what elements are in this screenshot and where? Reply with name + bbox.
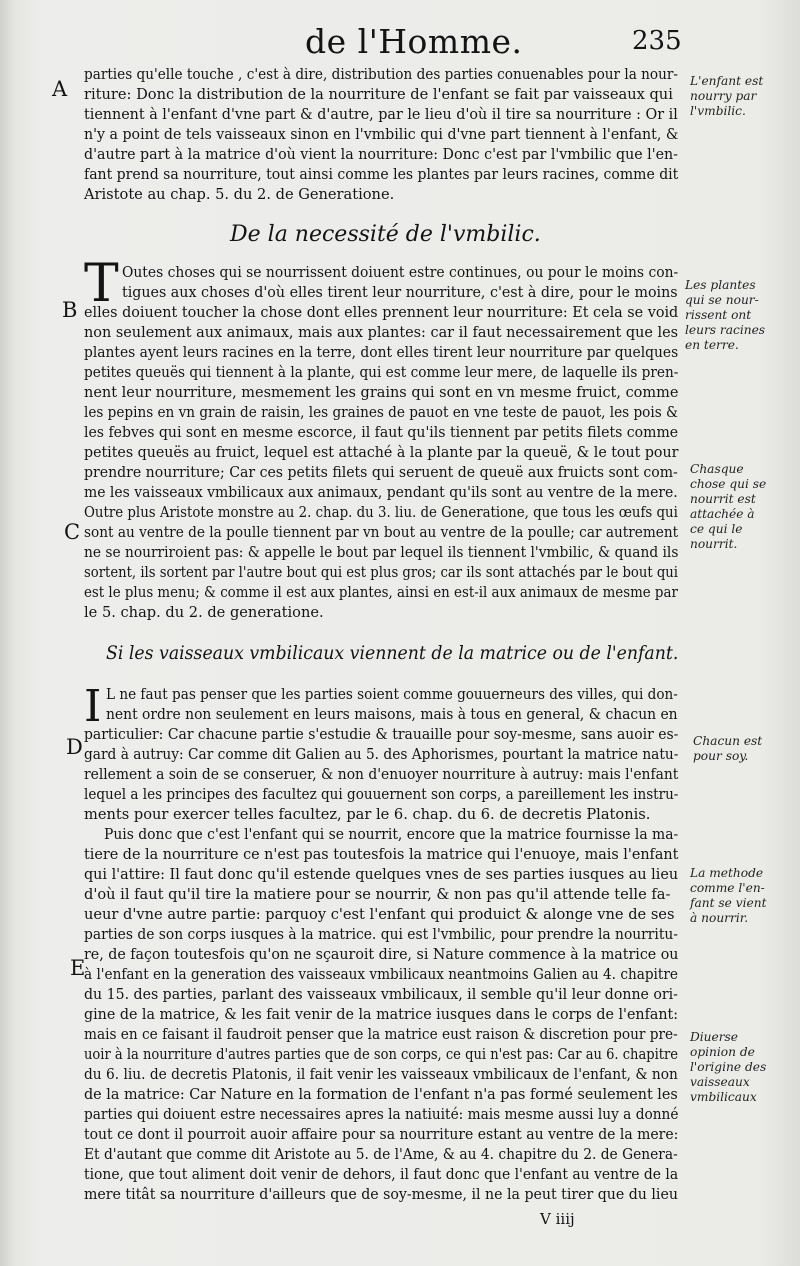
text-line: sortent, ils sortent par l'autre bout qui est plus gros; car ils sont attachés par le bout qui xyxy=(84,564,678,581)
text-line: parties qui doiuent estre necessaires apres la natiuité: mais mesme aussi luy a donné xyxy=(84,1106,679,1123)
text-line: n'y a point de tels vaisseaux sinon en l'vmbilic qui d'vne part tiennent à l'enfant, & xyxy=(84,126,679,143)
text-line: nent leur nourriture, mesmement les grains qui sont en vn mesme fruict, comme xyxy=(84,384,679,401)
text-line: Puis donc que c'est l'enfant qui se nourrit, encore que la matrice fournisse la ma- xyxy=(104,826,679,843)
text-line: particulier: Car chacune partie s'estudie & trauaille pour soy-mesme, sans auoir es- xyxy=(84,726,679,743)
margin-letter-a: A xyxy=(52,77,68,101)
text-line: les pepins en vn grain de raisin, les graines de pauot en vne teste de pauot, les pois & xyxy=(84,404,679,421)
text-line: fant prend sa nourriture, tout ainsi comme les plantes par leurs racines, comme dit xyxy=(84,166,679,183)
text-line: d'autre part à la matrice d'où vient la nourriture: Donc c'est par l'vmbilic que l'en- xyxy=(84,146,678,163)
text-line: du 15. des parties, parlant des vaisseaux vmbilicaux, il semble qu'il leur donne ori- xyxy=(84,986,678,1003)
text-line: plantes ayent leurs racines en la terre, dont elles tirent leur nourriture par quelques xyxy=(84,344,679,361)
text-line: nent ordre non seulement en leurs maisons, mais à tous en general, & chacun en xyxy=(106,706,678,723)
text-line: tigues aux choses d'où elles tirent leur nourriture, c'est à dire, pour le moins xyxy=(122,284,678,301)
text-line: elles doiuent toucher la chose dont elles prennent leur nourriture: Et cela se void xyxy=(84,304,679,321)
margin-letter-e: E xyxy=(70,956,86,980)
text-line: le 5. chap. du 2. de generatione. xyxy=(84,604,324,621)
text-line: qui l'attire: Il faut donc qu'il estende quelques vnes de ses parties iusques au lieu xyxy=(84,866,679,883)
section-heading: De la necessité de l'vmbilic. xyxy=(230,222,541,247)
marginal-note: Les plantes qui se nour- rissent ont leurs racines en terre. xyxy=(685,278,766,352)
text-line: riture: Donc la distribution de la nourriture de l'enfant se fait par vaisseaux qui xyxy=(84,86,673,103)
text-line: tiennent à l'enfant d'vne part & d'autre, par le lieu d'où il tire sa nourriture : Or il xyxy=(84,106,678,123)
text-line: petites queuës qui tiennent à la plante, qui est comme leur mere, de laquelle ils pren- xyxy=(84,364,679,381)
text-line: parties de son corps iusques à la matrice. qui est l'vmbilic, pour prendre la nourritu- xyxy=(84,926,678,943)
text-line: ments pour exercer telles facultez, par le 6. chap. du 6. de decretis Platonis. xyxy=(84,806,651,823)
text-line: Aristote au chap. 5. du 2. de Generatione. xyxy=(84,186,395,203)
text-line: rellement a soin de se conseruer, & non d'enuoyer nourriture à autruy: mais l'enfant xyxy=(84,766,679,783)
text-line: L ne faut pas penser que les parties soient comme gouuerneurs des villes, qui don- xyxy=(106,686,678,703)
page-number: 235 xyxy=(632,26,682,56)
text-line: uoir à la nourriture d'autres parties que de son corps, ce qui n'est pas: Car au 6. chapitre xyxy=(84,1046,679,1063)
text-line: du 6. liu. de decretis Platonis, il fait venir les vaisseaux vmbilicaux de l'enfant, & non xyxy=(84,1066,678,1083)
text-line: tione, que tout aliment doit venir de dehors, il faut donc que l'enfant au ventre de la xyxy=(84,1166,679,1183)
text-line: mere titât sa nourriture d'ailleurs que de soy-mesme, il ne la peut tirer que du lieu xyxy=(84,1186,678,1203)
text-line: de la matrice: Car Nature en la formation de l'enfant n'a pas formé seulement les xyxy=(84,1086,678,1103)
text-line: d'où il faut qu'il tire la matiere pour se nourrir, & non pas qu'il attende telle fa- xyxy=(84,886,671,903)
text-line: parties qu'elle touche , c'est à dire, distribution des parties conuenables pour la nour- xyxy=(84,66,678,83)
text-line: est le plus menu; & comme il est aux plantes, ainsi en est-il aux animaux de mesme par xyxy=(84,584,678,601)
text-line: re, de façon toutesfois qu'on ne sçauroit dire, si Nature commence à la matrice ou xyxy=(84,946,679,963)
marginal-note: Chacun est pour soy. xyxy=(693,734,763,763)
text-line: à l'enfant en la generation des vaisseaux vmbilicaux neantmoins Galien au 4. chapitre xyxy=(84,966,678,983)
drop-cap: I xyxy=(84,681,102,732)
text-line: Outre plus Aristote monstre au 2. chap. du 3. liu. de Generatione, que tous les œufs qui xyxy=(84,504,678,521)
section-heading: Si les vaisseaux vmbilicaux viennent de la matrice ou de l'enfant. xyxy=(106,642,679,664)
marginal-note: Diuerse opinion de l'origine des vaisseaux vmbilicaux xyxy=(690,1030,767,1104)
text-line: les febves qui sont en mesme escorce, il faut qu'ils tiennent par petits filets comme xyxy=(84,424,679,441)
text-line: sont au ventre de la poulle tiennent par vn bout au ventre de la poulle; car autrement xyxy=(84,524,679,541)
text-line: tout ce dont il pourroit auoir affaire pour sa nourriture estant au ventre de la mere: xyxy=(84,1126,679,1143)
text-line: gine de la matrice, & les fait venir de la matrice iusques dans le corps de l'enfant: xyxy=(84,1006,679,1023)
margin-letter-c: C xyxy=(64,520,81,544)
text-line: mais en ce faisant il faudroit penser que la matrice eust raison & discretion pour pre- xyxy=(84,1026,678,1043)
marginal-note: Chasque chose qui se nourrit est attachée à ce qui le nourrit. xyxy=(690,462,767,551)
drop-cap: T xyxy=(84,254,119,314)
text-line: ne se nourriroient pas: & appelle le bout par lequel ils tiennent l'vmbilic, & quand ils xyxy=(84,544,679,561)
text-line: ueur d'vne autre partie: parquoy c'est l'enfant qui produict & alonge vne de ses xyxy=(84,906,675,923)
text-line: petites queuës au fruict, lequel est attaché à la plante par la queuë, & le tout pour xyxy=(84,444,679,461)
running-head-title: de l'Homme. xyxy=(305,22,523,61)
margin-letter-b: B xyxy=(62,298,78,322)
text-line: tiere de la nourriture ce n'est pas toutesfois la matrice qui l'enuoye, mais l'enfant xyxy=(84,846,679,863)
text-line: prendre nourriture; Car ces petits filets qui seruent de queuë aux fruicts sont com- xyxy=(84,464,678,481)
margin-letter-d: D xyxy=(66,735,83,759)
text-line: gard à autruy: Car comme dit Galien au 5. des Aphorismes, pourtant la matrice natu- xyxy=(84,746,679,763)
signature-mark: V iiij xyxy=(540,1210,575,1228)
text-line: me les vaisseaux vmbilicaux aux animaux, pendant qu'ils sont au ventre de la mere. xyxy=(84,484,678,501)
text-line: Et d'autant que comme dit Aristote au 5. de l'Ame, & au 4. chapitre du 2. de Genera- xyxy=(84,1146,678,1163)
text-line: lequel a les principes des facultez qui gouuernent son corps, a pareillement les instru- xyxy=(84,786,679,803)
marginal-note: La methode comme l'en- fant se vient à nourrir. xyxy=(690,866,767,925)
text-line: Outes choses qui se nourrissent doiuent estre continues, ou pour le moins con- xyxy=(122,264,679,281)
text-line: non seulement aux animaux, mais aux plantes: car il faut necessairement que les xyxy=(84,324,679,341)
marginal-note: L'enfant est nourry par l'vmbilic. xyxy=(690,74,764,118)
